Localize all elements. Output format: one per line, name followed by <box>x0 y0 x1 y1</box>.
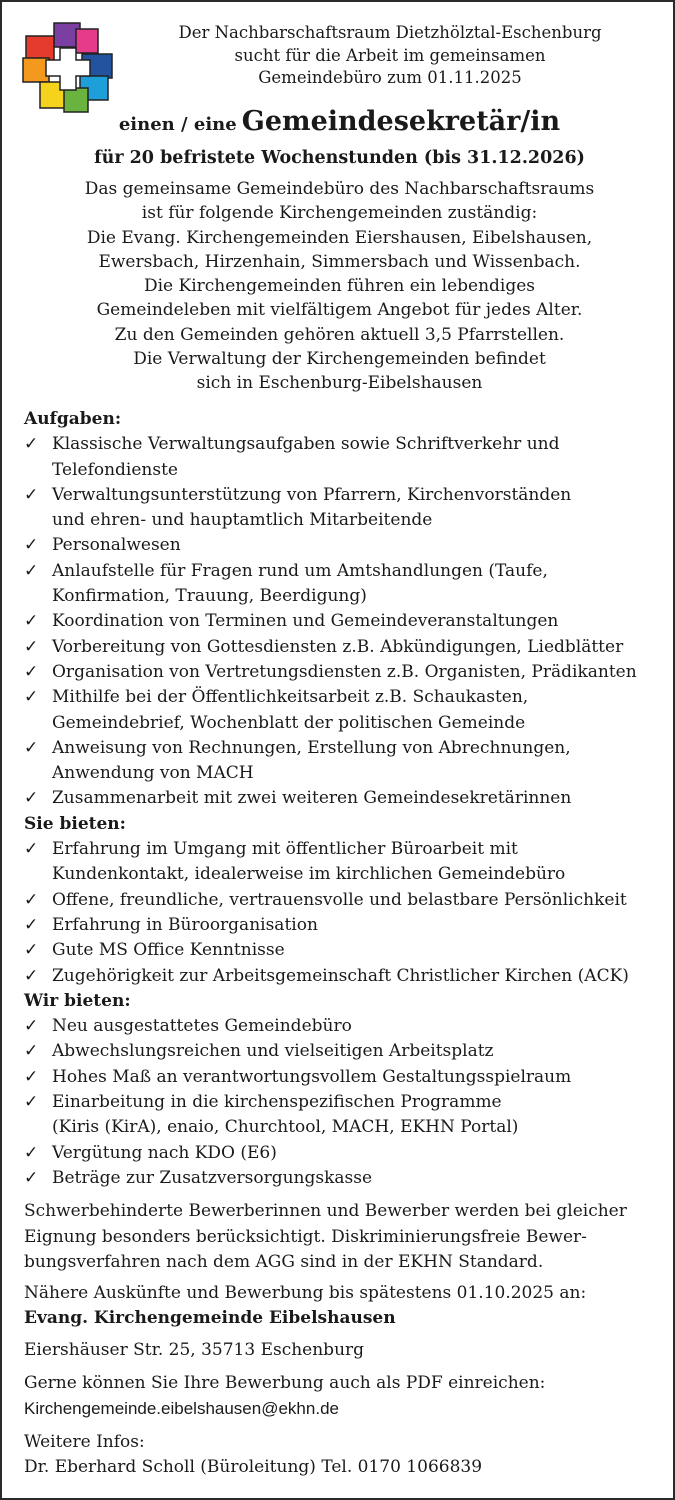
list-item-text: Mithilfe bei der Öffentlichkeitsarbeit z.B. Schaukasten, <box>52 687 529 708</box>
check-mark-icon: ✓ <box>24 1167 39 1188</box>
list-item <box>24 1141 664 1166</box>
list-item <box>24 1065 664 1090</box>
list-item-text: Koordination von Terminen und Gemeindeveranstaltungen <box>52 611 559 632</box>
application-deadline: Nähere Auskünfte und Bewerbung bis spätestens 01.10.2025 an: <box>24 1283 587 1304</box>
check-mark-icon: ✓ <box>24 914 39 935</box>
section-aufgaben <box>24 407 664 812</box>
list-item <box>24 483 664 534</box>
check-mark-icon: ✓ <box>24 1092 39 1113</box>
list-item-text: Einarbeitung in die kirchenspezifischen Programme <box>52 1092 502 1113</box>
checklist <box>24 837 664 989</box>
headline-prefix: einen / eine <box>118 114 237 135</box>
list-item-text: Anlaufstelle für Fragen rund um Amtshandlungen (Taufe, <box>52 560 548 581</box>
check-mark-icon: ✓ <box>24 687 39 708</box>
list-item-text: Vorbereitung von Gottesdiensten z.B. Abkündigungen, Liedblätter <box>52 636 624 657</box>
intro-line: Der Nachbarschaftsraum Dietzhölztal-Eschenburg <box>178 23 602 42</box>
list-item <box>24 736 664 787</box>
list-item <box>24 1090 664 1141</box>
list-item-text: Neu ausgestattetes Gemeindebüro <box>52 1016 352 1037</box>
description-line: Zu den Gemeinden gehören aktuell 3,5 Pfarrstellen. <box>114 324 565 345</box>
description-line: Die Kirchengemeinden führen ein lebendiges <box>143 276 536 297</box>
list-item-text: Telefondienste <box>52 459 178 480</box>
check-mark-icon: ✓ <box>24 1142 39 1163</box>
list-item-text: Kundenkontakt, idealerweise im kirchlichen Gemeindebüro <box>52 864 566 885</box>
intro-line: sucht für die Arbeit im gemeinsamen <box>234 45 546 65</box>
job-headline <box>2 106 675 137</box>
list-item-text: Anwendung von MACH <box>52 763 254 784</box>
checklist <box>24 432 664 811</box>
notice-line: Eignung besonders berücksichtigt. Diskriminierungsfreie Bewer- <box>24 1226 587 1247</box>
list-item-text: Gute MS Office Kenntnisse <box>52 940 285 961</box>
description-line: Die Evang. Kirchengemeinden Eiershausen, Eibelshausen, <box>86 227 593 248</box>
description <box>32 177 647 396</box>
check-mark-icon: ✓ <box>24 839 39 860</box>
section-title: Aufgaben: <box>24 409 122 429</box>
list-item-text: (Kiris (KirA), enaio, Churchtool, MACH, EKHN Portal) <box>52 1117 519 1138</box>
list-item-text: Verwaltungsunterstützung von Pfarrern, Kirchenvorständen <box>52 484 572 505</box>
contact-email[interactable]: Kirchengemeinde.eibelshausen@ekhn.de <box>24 1399 339 1419</box>
check-mark-icon: ✓ <box>24 1066 39 1087</box>
list-item <box>24 786 664 811</box>
list-item-text: Anweisung von Rechnungen, Erstellung von Abrechnungen, <box>52 737 571 758</box>
list-item-text: Klassische Verwaltungsaufgaben sowie Schriftverkehr und <box>52 434 560 455</box>
description-line: Das gemeinsame Gemeindebüro des Nachbarschaftsraums <box>84 179 595 199</box>
list-item <box>24 913 664 938</box>
list-item-text: Abwechslungsreichen und vielseitigen Arbeitsplatz <box>52 1041 494 1062</box>
list-item-text: Gemeindebrief, Wochenblatt der politischen Gemeinde <box>52 712 526 733</box>
list-item-text: Zusammenarbeit mit zwei weiteren Gemeindesekretärinnen <box>52 788 572 809</box>
list-item <box>24 609 664 634</box>
list-item-text: Konfirmation, Trauung, Beerdigung) <box>52 586 367 607</box>
content <box>24 407 664 1480</box>
job-title: Gemeindesekretär/in <box>241 106 561 137</box>
list-item <box>24 1039 664 1064</box>
list-item <box>24 559 664 610</box>
list-item <box>24 938 664 963</box>
section-title: Sie bieten: <box>24 813 126 834</box>
description-line: Ewersbach, Hirzenhain, Simmersbach und Wissenbach. <box>98 251 581 272</box>
check-mark-icon: ✓ <box>24 636 39 657</box>
list-item-text: Zugehörigkeit zur Arbeitsgemeinschaft Christlicher Kirchen (ACK) <box>52 965 629 986</box>
check-mark-icon: ✓ <box>24 560 39 581</box>
more-info-label: Weitere Infos: <box>24 1431 145 1452</box>
list-item-text: Erfahrung im Umgang mit öffentlicher Büroarbeit mit <box>52 839 518 860</box>
list-item <box>24 1166 664 1191</box>
check-mark-icon: ✓ <box>24 889 39 910</box>
church-cross-logo-icon <box>20 20 116 116</box>
list-item-text: Personalwesen <box>52 535 181 556</box>
list-item <box>24 660 664 685</box>
list-item <box>24 685 664 736</box>
contact-person: Dr. Eberhard Scholl (Büroleitung) Tel. 0170 1066839 <box>24 1456 483 1477</box>
notice-line: bungsverfahren nach dem AGG sind in der EKHN Standard. <box>24 1251 544 1272</box>
section-sie-bieten <box>24 812 664 989</box>
check-mark-icon: ✓ <box>24 737 39 758</box>
list-item-text: Offene, freundliche, vertrauensvolle und belastbare Persönlichkeit <box>52 889 627 910</box>
organization-name: Evang. Kirchengemeinde Eibelshausen <box>24 1308 396 1329</box>
list-item-text: Vergütung nach KDO (E6) <box>52 1142 277 1163</box>
working-hours: für 20 befristete Wochenstunden (bis 31.12.2026) <box>94 148 585 168</box>
check-mark-icon: ✓ <box>24 1016 39 1037</box>
list-item-text: Erfahrung in Büroorganisation <box>52 914 318 935</box>
check-mark-icon: ✓ <box>24 611 39 632</box>
check-mark-icon: ✓ <box>24 940 39 961</box>
intro-text <box>120 22 660 90</box>
description-line: sich in Eschenburg-Eibelshausen <box>196 373 483 394</box>
list-item <box>24 1014 664 1039</box>
section-wir-bieten <box>24 989 664 1191</box>
list-item <box>24 432 664 483</box>
description-line: ist für folgende Kirchengemeinden zuständig: <box>141 203 538 224</box>
pdf-application-note: Gerne können Sie Ihre Bewerbung auch als PDF einreichen: <box>24 1372 546 1393</box>
notice-line: Schwerbehinderte Bewerberinnen und Bewerber werden bei gleicher <box>24 1201 627 1222</box>
equal-opportunity-notice <box>24 1199 664 1275</box>
list-item <box>24 888 664 913</box>
list-item <box>24 635 664 660</box>
check-mark-icon: ✓ <box>24 535 39 556</box>
checklist <box>24 1014 664 1191</box>
sections <box>24 407 664 1191</box>
list-item-text: und ehren- und hauptamtlich Mitarbeitende <box>52 510 433 531</box>
check-mark-icon: ✓ <box>24 484 39 505</box>
description-line: Gemeindeleben mit vielfältigem Angebot für jedes Alter. <box>96 300 583 321</box>
section-title: Wir bieten: <box>24 990 131 1011</box>
list-item <box>24 533 664 558</box>
check-mark-icon: ✓ <box>24 965 39 986</box>
list-item-text: Organisation von Vertretungsdiensten z.B. Organisten, Prädikanten <box>52 661 637 682</box>
description-line: Die Verwaltung der Kirchengemeinden befindet <box>133 349 546 370</box>
check-mark-icon: ✓ <box>24 1041 39 1062</box>
list-item-text: Beträge zur Zusatzversorgungskasse <box>52 1167 373 1188</box>
check-mark-icon: ✓ <box>24 788 39 809</box>
list-item <box>24 837 664 888</box>
organization-address: Eiershäuser Str. 25, 35713 Eschenburg <box>24 1339 365 1360</box>
intro-line: Gemeindebüro zum 01.11.2025 <box>258 68 522 87</box>
list-item <box>24 964 664 989</box>
check-mark-icon: ✓ <box>24 434 39 455</box>
check-mark-icon: ✓ <box>24 661 39 682</box>
list-item-text: Hohes Maß an verantwortungsvollem Gestaltungsspielraum <box>52 1066 572 1087</box>
